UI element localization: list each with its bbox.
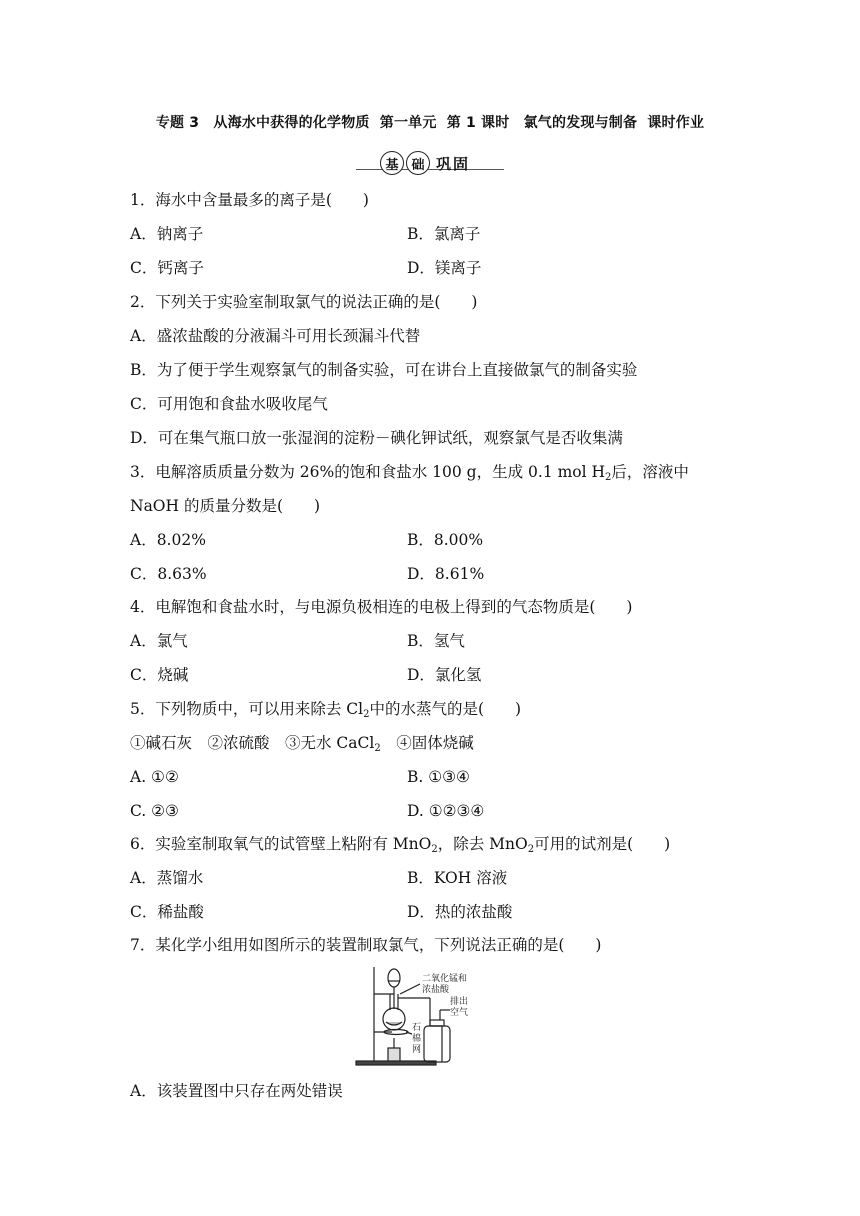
page-header: 专题 3 从海水中获得的化学物质 第一单元 第 1 课时 氯气的发现与制备 课时作业 <box>155 115 705 131</box>
question-7-stem: 7．某化学小组用如图所示的装置制取氯气，下列说法正确的是( ) <box>130 936 602 954</box>
question-2-option-b: B．为了便于学生观察氯气的制备实验，可在讲台上直接做氯气的制备实验 <box>130 361 638 379</box>
question-5-stem-text: 5．下列物质中，可以用来除去 Cl <box>130 700 364 718</box>
apparatus-figure <box>350 964 510 1072</box>
question-6-stem-text: 可用的试剂是( ) <box>534 835 671 853</box>
question-1-option-c: C．钙离子 <box>130 259 204 277</box>
question-5-stem <box>130 699 521 719</box>
question-4-option-d: D．氯化氢 <box>407 666 482 684</box>
question-1-stem: 1．海水中含量最多的离子是( ) <box>130 191 369 209</box>
question-5-option-b: B. ①③④ <box>407 768 470 786</box>
question-3-stem-line2: NaOH 的质量分数是( ) <box>130 497 321 515</box>
question-1-option-d: D．镁离子 <box>407 259 482 277</box>
subscript: 2 <box>363 709 370 720</box>
question-6-stem-text: ，除去 MnO <box>437 835 528 853</box>
question-3-stem-text: 后，溶液中 <box>611 463 689 481</box>
question-3-stem <box>130 462 689 482</box>
figure-label: 石 <box>412 1023 422 1033</box>
question-2-option-a: A．盛浓盐酸的分液漏斗可用长颈漏斗代替 <box>130 327 421 345</box>
section-badge <box>380 150 470 176</box>
question-7-option-a: A．该装置图中只存在两处错误 <box>130 1082 343 1100</box>
question-2-option-d: D．可在集气瓶口放一张湿润的淀粉－碘化钾试纸，观察氯气是否收集满 <box>130 429 623 447</box>
question-2-option-c: C．可用饱和食盐水吸收尾气 <box>130 395 328 413</box>
question-6-option-c: C．稀盐酸 <box>130 903 204 921</box>
section-badge-circle: 基 <box>380 151 404 175</box>
question-6-option-a: A．蒸馏水 <box>130 869 204 887</box>
figure-label: 浓盐酸 <box>422 985 450 995</box>
subscript: 2 <box>527 844 535 855</box>
figure-label: 网 <box>412 1045 422 1055</box>
section-badge-text: 巩固 <box>436 154 471 173</box>
question-6-stem-text: 6．实验室制取氧气的试管壁上粘附有 MnO <box>130 835 432 853</box>
question-6-stem <box>130 834 670 854</box>
figure-label: 排出 <box>450 997 469 1007</box>
subscript: 2 <box>431 844 438 855</box>
question-5-substances-text: ①碱石灰 ②浓硫酸 ③无水 CaCl <box>130 734 375 752</box>
question-6-option-d: D．热的浓盐酸 <box>407 903 513 921</box>
question-5-substances <box>130 733 474 753</box>
question-3-option-b: B．8.00% <box>407 531 484 549</box>
question-5-option-c: C. ②③ <box>130 802 179 820</box>
question-3-option-d: D．8.61% <box>407 565 485 583</box>
subscript: 2 <box>374 743 381 754</box>
question-5-stem-text: 中的水蒸气的是( ) <box>369 700 522 718</box>
question-5-option-d: D. ①②③④ <box>407 802 485 820</box>
question-5-option-a: A. ①② <box>130 768 179 786</box>
question-4-option-b: B．氢气 <box>407 632 465 650</box>
question-6-option-b: B．KOH 溶液 <box>407 869 508 887</box>
figure-label: 棉 <box>412 1034 422 1044</box>
question-4-option-c: C．烧碱 <box>130 666 189 684</box>
question-1-option-b: B．氯离子 <box>407 225 481 243</box>
chlorine-apparatus-diagram <box>350 964 510 1072</box>
question-4-option-a: A．氯气 <box>130 632 188 650</box>
question-2-stem: 2．下列关于实验室制取氯气的说法正确的是( ) <box>130 293 478 311</box>
question-3-option-a: A．8.02% <box>130 531 206 549</box>
figure-label: 空气 <box>450 1008 469 1018</box>
section-badge-circle: 础 <box>406 151 430 175</box>
question-1-option-a: A．钠离子 <box>130 225 204 243</box>
question-3-option-c: C．8.63% <box>130 565 207 583</box>
figure-label: 二氧化锰和 <box>422 974 468 984</box>
question-4-stem: 4．电解饱和食盐水时，与电源负极相连的电极上得到的气态物质是( ) <box>130 598 633 616</box>
question-3-stem-text: 3．电解溶质质量分数为 26%的饱和食盐水 100 g，生成 0.1 mol H <box>130 463 606 481</box>
subscript: 2 <box>605 472 612 483</box>
question-5-substances-text: ④固体烧碱 <box>380 734 474 752</box>
